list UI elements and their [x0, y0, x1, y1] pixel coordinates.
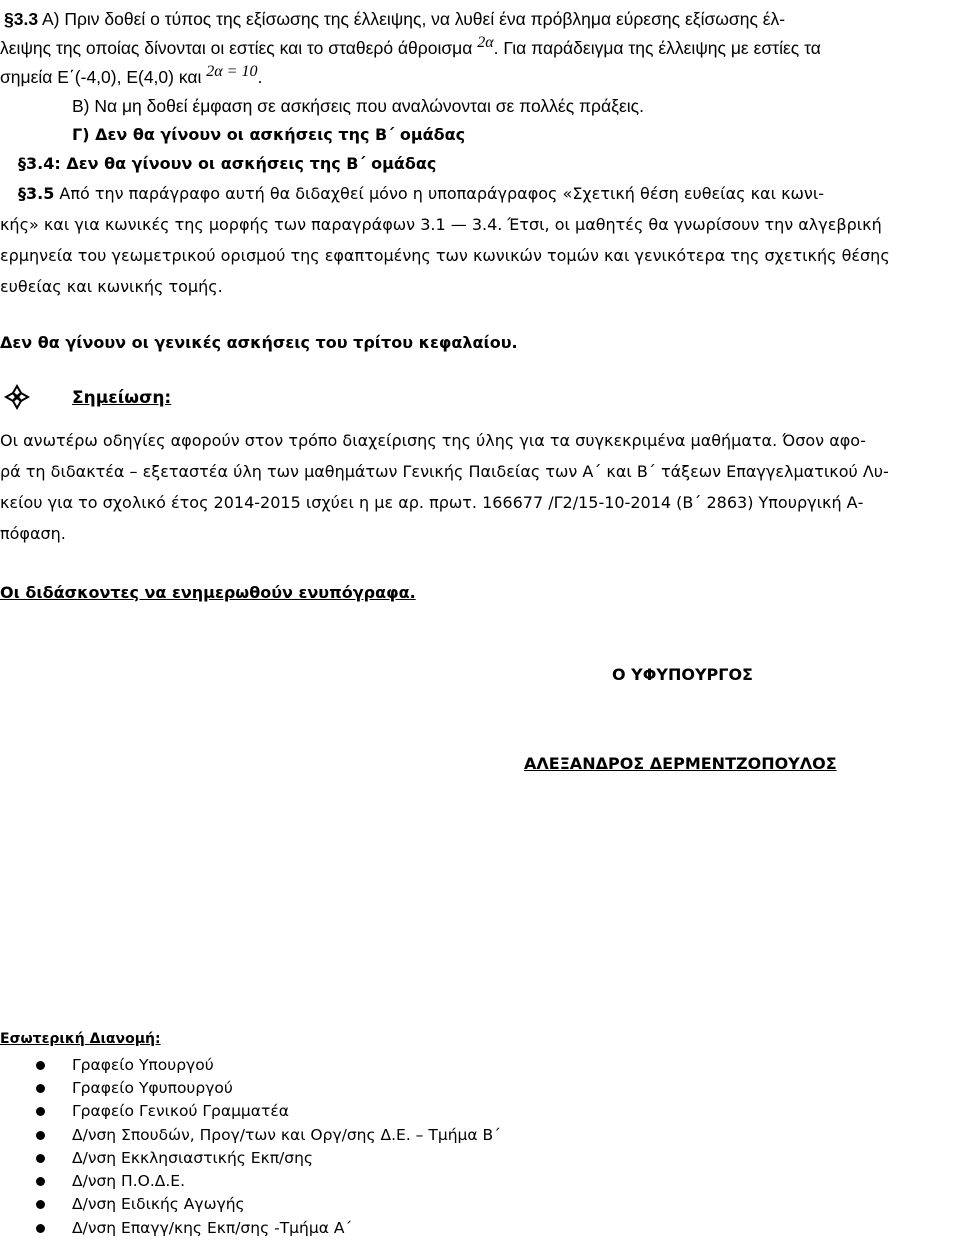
section-3-5-line-1 [18, 183, 824, 205]
no-general-exercises: Δεν θα γίνουν οι γενικές ασκήσεις του τρίτου κεφαλαίου. [0, 333, 518, 352]
distribution-item: Δ/νση Σπουδών, Προγ/των και Οργ/σης Δ.Ε. – Τμήμα Β΄ [72, 1126, 501, 1144]
distribution-item: Δ/νση Εκκλησιαστικής Εκπ/σης [72, 1149, 314, 1167]
section-3-4 [18, 153, 436, 175]
signature-title: Ο ΥΦΥΠΟΥΡΓΟΣ [612, 665, 753, 684]
distribution-item: Δ/νση Επαγγ/κης Εκπ/σης -Τμήμα Α΄ [72, 1219, 353, 1237]
section-3-4-text: Δεν θα γίνουν οι ασκήσεις της Β΄ ομάδας [66, 154, 437, 173]
distribution-item: Δ/νση Π.Ο.Δ.Ε. [72, 1172, 186, 1190]
distribution-item: Γραφείο Υπουργού [72, 1056, 214, 1074]
distribution-heading [0, 1030, 161, 1048]
section-3-3-text-3b: . [257, 67, 263, 87]
section-3-3-text-3a: σημεία Ε΄(-4,0), Ε(4,0) και [0, 67, 202, 87]
formula-2a-equals-10: 2α = 10 [206, 63, 258, 80]
section-3-3-item-c: Γ) Δεν θα γίνουν οι ασκήσεις της Β΄ ομάδας [72, 125, 466, 144]
diamond-bullet-icon [4, 384, 30, 410]
distribution-heading-b: Διανομή: [89, 1031, 161, 1047]
bullet-icon [36, 1200, 45, 1209]
bullet-icon [36, 1107, 45, 1116]
section-3-5-line-2: κής» και για κωνικές της μορφής των παραγράφων 3.1 — 3.4. Έτσι, οι μαθητές θα γνωρίσουν την αλγεβρική [0, 215, 882, 234]
section-3-5-number: §3.5 [18, 184, 55, 203]
distribution-item: Γραφείο Υφυπουργού [72, 1079, 233, 1097]
section-3-3-text-2a: λειψης της οποίας δίνονται οι εστίες και το σταθερό άθροισμα [0, 38, 473, 58]
distribution-item: Δ/νση Ειδικής Αγωγής [72, 1195, 245, 1213]
section-3-3-text-2b: . Για παράδειγμα της έλλειψης με εστίες τα [493, 38, 821, 58]
teachers-notice: Οι διδάσκοντες να ενημερωθούν ενυπόγραφα. [0, 583, 416, 602]
section-3-3-number: §3.3 [4, 9, 39, 29]
distribution-item: Γραφείο Γενικού Γραμματέα [72, 1102, 289, 1120]
section-3-5-line-3: ερμηνεία του γεωμετρικού ορισμού της εφαπτομένης των κωνικών τομών και γενικότερα της σχετικής θέσης [0, 246, 890, 265]
section-3-5-line-4: ευθείας και κωνικής τομής. [0, 277, 223, 296]
note-line-2: ρά τη διδακτέα – εξεταστέα ύλη των μαθημάτων Γενικής Παιδείας των Α΄ και Β΄ τάξεων Επαγγελματικού Λυ- [0, 462, 889, 481]
note-line-3: κείου για το σχολικό έτος 2014-2015 ισχύει η με αρ. πρωτ. 166677 /Γ2/15-10-2014 (Β΄ 2863) Υπουργική Α- [0, 493, 864, 512]
section-3-4-number: §3.4: [18, 154, 61, 173]
bullet-icon [36, 1177, 45, 1186]
section-3-3-item-b: Β) Να μη δοθεί έμφαση σε ασκήσεις που αναλώνονται σε πολλές πράξεις. [72, 96, 644, 116]
bullet-icon [36, 1131, 45, 1140]
bullet-icon [36, 1224, 45, 1233]
section-3-3-line-2 [0, 34, 821, 61]
bullet-icon [36, 1084, 45, 1093]
section-3-5-text-1: Από την παράγραφο αυτή θα διδαχθεί μόνο η υποπαράγραφος «Σχετική θέση ευθείας και κωνι- [54, 184, 825, 203]
note-line-4: πόφαση. [0, 524, 66, 543]
note-line-1: Οι ανωτέρω οδηγίες αφορούν στον τρόπο διαχείρισης της ύλης για τα συγκεκριμένα μαθήματα. Όσον αφο- [0, 431, 866, 450]
section-3-3-line-1 [4, 8, 785, 30]
section-3-3-line-3 [0, 63, 263, 90]
signature-name: ΑΛΕΞΑΝΔΡΟΣ ΔΕΡΜΕΝΤΖΟΠΟΥΛΟΣ [524, 754, 837, 773]
bullet-icon [36, 1061, 45, 1070]
bullet-icon [36, 1154, 45, 1163]
distribution-heading-a: Εσωτερική [0, 1031, 85, 1047]
formula-2a: 2α [477, 34, 494, 51]
note-heading: Σημείωση: [72, 388, 172, 408]
section-3-3-text-1: Α) Πριν δοθεί ο τύπος της εξίσωσης της έλλειψης, να λυθεί ένα πρόβλημα εύρεσης εξίσωσης έλ- [38, 9, 786, 29]
